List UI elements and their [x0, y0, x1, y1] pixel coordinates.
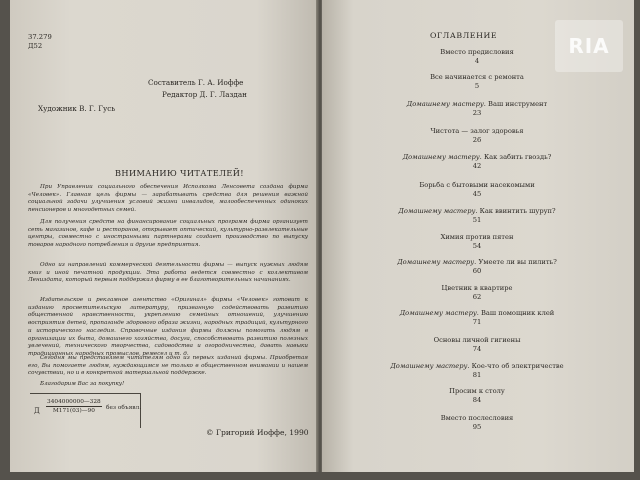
- toc-entry-text: Химия против пятен: [440, 233, 514, 241]
- toc-entry: [352, 153, 602, 171]
- toc-entry-title: [352, 207, 602, 216]
- toc-entry-page: 81: [472, 371, 482, 379]
- toc-entry-page: 4: [474, 57, 480, 65]
- toc-entry: [352, 309, 602, 327]
- toc-entry: [352, 100, 602, 118]
- toc-entry: [352, 336, 602, 354]
- toc-title: ОГЛАВЛЕНИЕ: [430, 31, 498, 40]
- imprint-numerator: 3404000000—328: [47, 399, 101, 405]
- toc-entry-page: 42: [472, 162, 482, 170]
- toc-entry-page: 51: [472, 216, 482, 224]
- notice-title: ВНИМАНИЮ ЧИТАТЕЛЕЙ!: [115, 168, 244, 178]
- toc-entry-title: [352, 336, 602, 345]
- left-page: [10, 0, 318, 472]
- toc-entry-lead: Домашнему мастеру.: [390, 362, 470, 370]
- toc-entry-page: 54: [472, 242, 482, 250]
- toc-entry: [352, 387, 602, 405]
- imprint-denominator: М171(03)—90: [52, 408, 95, 414]
- toc-entry-title: [352, 181, 602, 190]
- toc-entry-text: Умеете ли вы пилить?: [478, 258, 557, 266]
- toc-entry-lead: Домашнему мастеру.: [402, 153, 482, 161]
- toc-entry-page: 71: [472, 318, 482, 326]
- library-codes: [28, 33, 52, 51]
- toc-entry-page: 23: [472, 109, 482, 117]
- imprint-fraction: [46, 398, 102, 415]
- toc-entry-title: [352, 414, 602, 423]
- toc-entry-text: Как забить гвоздь?: [483, 153, 552, 161]
- notice-paragraph: При Управлении социального обеспечения Исполкома Ленсовета создана фирма «Человек». Главная цель фирмы — зарабатывать средства для решения важной социальной задачи улучшения условий жизни инвалидов, малообеспеченных одиноких пенсионеров и многодетных семей.: [28, 184, 308, 214]
- toc-entry: [352, 73, 602, 91]
- notice-paragraph: Одно из направлений коммерческой деятельности фирмы — выпуск нужных людям книг и иной печатной продукции. Эта работа ведется совместно с коллективом Лениздата, который первым поддержал фирму в ее благотворительных начинаниях.: [28, 262, 308, 284]
- toc-entry-text: Вместо послесловия: [440, 414, 514, 422]
- notice-paragraph: Издательское и рекламное агентство «Оригинал» фирмы «Человек» готовит к изданию просветительскую литературу, призванную содействовать развитию общественной нравственности, укреплению семейных отношений, улучшению восприятия детей, пропаганде здорового образа жизни, народных традиций, культурного и исторического наследия. Справочные издания фирмы должны помогать людям в организации их быта, домашнего хозяйства, досуга, способствовать развитию полезных увлечений, технического творчества, садоводства и огородничества, давать навыки традиционных народных промыслов, ремесел и т. д.: [28, 297, 308, 357]
- toc-entry: [352, 258, 602, 276]
- imprint-letter: Д: [34, 407, 40, 415]
- toc-entry-lead: Домашнему мастеру.: [406, 100, 486, 108]
- toc-entry-page: 5: [474, 82, 480, 90]
- toc-entry: [352, 362, 602, 380]
- toc-entry-page: 95: [472, 423, 482, 431]
- toc-entry-page: 62: [472, 293, 482, 301]
- artist-credit: Художник В. Г. Гусь: [38, 104, 116, 113]
- toc-entry-text: Ваш инструмент: [488, 100, 548, 108]
- editor-credit: Редактор Д. Г. Лаздан: [162, 90, 247, 99]
- toc-entry-text: Чистота — залог здоровья: [430, 127, 524, 135]
- toc-entry-text: Цветник в квартире: [441, 284, 513, 292]
- toc-entry-title: [352, 153, 602, 162]
- toc-entry-text: Ваш помощник клей: [481, 309, 555, 317]
- toc-entry-text: Просим к столу: [449, 387, 505, 395]
- toc-entry-page: 26: [472, 136, 482, 144]
- toc-entry-title: [352, 73, 602, 82]
- toc-entry: [352, 284, 602, 302]
- classification-code: 37.279: [28, 33, 52, 41]
- toc-entry-text: Вместо предисловия: [440, 48, 514, 56]
- toc-entry-title: [352, 233, 602, 242]
- toc-entry: [352, 127, 602, 145]
- toc-entry-title: [352, 127, 602, 136]
- toc-entry-text: Кое-что об электричестве: [471, 362, 564, 370]
- toc-entry-page: 84: [472, 396, 482, 404]
- toc-entry-title: [352, 284, 602, 293]
- toc-entry-text: Все начинается с ремонта: [430, 73, 524, 81]
- author-mark: Д52: [28, 42, 43, 50]
- notice-paragraph: Благодарим Вас за покупку!: [40, 381, 125, 387]
- toc-entry-page: 74: [472, 345, 482, 353]
- toc-entry-title: [352, 309, 602, 318]
- notice-paragraph: Для получения средств на финансирование социальных программ фирма организует сеть магазинов, кафе и ресторанов, открывает оптический, культурно-развлекательные центры, совместно с иностранными партнерами создает производство по выпуску товаров народного потребления и другие предприятия.: [28, 219, 308, 249]
- imprint-note: без объявл.: [106, 405, 142, 411]
- toc-entry-title: [352, 362, 602, 371]
- compiler-credit: Составитель Г. А. Иоффе: [148, 78, 244, 87]
- toc-entry-lead: Домашнему мастеру.: [397, 258, 477, 266]
- toc-entry-lead: Домашнему мастеру.: [398, 207, 478, 215]
- toc-entry: [352, 207, 602, 225]
- toc-entry: [352, 181, 602, 199]
- toc-entry-page: 45: [472, 190, 482, 198]
- toc-entry-text: Как ввинтить шуруп?: [479, 207, 556, 215]
- toc-entry: [352, 414, 602, 432]
- toc-entry-text: Основы личной гигиены: [433, 336, 521, 344]
- toc-entry-page: 60: [472, 267, 482, 275]
- toc-entry-lead: Домашнему мастеру.: [399, 309, 479, 317]
- toc-entry: [352, 233, 602, 251]
- toc-entry-title: [352, 100, 602, 109]
- toc-entry-title: [352, 387, 602, 396]
- watermark-logo: RIA: [555, 20, 623, 72]
- toc-entry-text: Борьба с бытовыми насекомыми: [419, 181, 535, 189]
- toc-entry-title: [352, 258, 602, 267]
- copyright-line: © Григорий Иоффе, 1990: [206, 428, 309, 437]
- notice-paragraph: Сегодня мы представляем читателям одно из первых изданий фирмы. Приобретая его, Вы помогаете людям, нуждающимся не только в общественном внимании и нашем сочувствии, но и в конкретной материальной поддержке.: [28, 355, 308, 377]
